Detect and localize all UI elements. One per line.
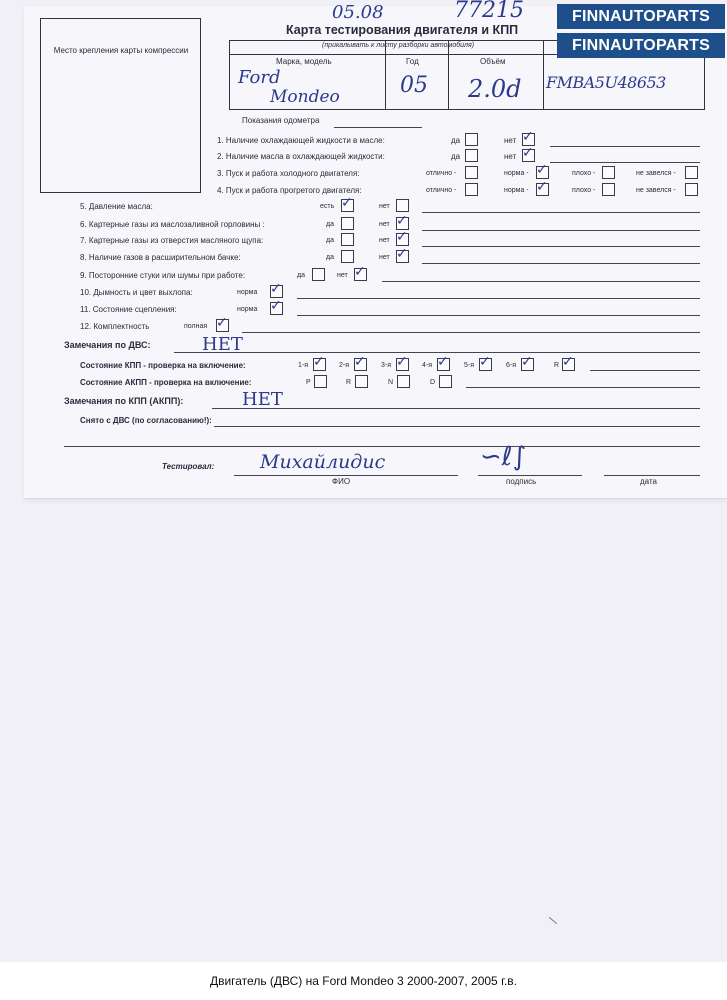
akpp-n-checkbox[interactable]	[397, 375, 410, 388]
scan-speck	[549, 917, 557, 924]
akpp-r-checkbox[interactable]	[355, 375, 368, 388]
q2-no-label: нет	[504, 152, 517, 161]
handwritten-remarks-gearbox: НЕТ	[242, 389, 283, 410]
watermark-line-2: FINNAUTOPARTS	[557, 33, 725, 58]
q1-no-label: нет	[504, 136, 517, 145]
handwritten-make: Ford	[238, 67, 281, 88]
check-mark-icon: ✓	[354, 264, 366, 280]
check-mark-icon: ✓	[536, 179, 548, 195]
date-label: дата	[640, 477, 657, 486]
q8-label: 8. Наличие газов в расширительном бачке:	[80, 253, 241, 262]
handwritten-volume: 2.0d	[468, 75, 522, 103]
gear6-label: 6-я	[506, 362, 517, 369]
q6-yes-label: да	[326, 221, 334, 228]
q8-yes-checkbox[interactable]	[341, 250, 354, 263]
q7-yes-label: да	[326, 237, 334, 244]
akpp-r-label: R	[346, 379, 352, 386]
q9-label: 9. Посторонние стуки или шумы при работе:	[80, 271, 246, 280]
akpp-p-label: P	[306, 379, 311, 386]
check-mark-icon: ✓	[270, 298, 282, 314]
check-mark-icon: ✓	[341, 195, 353, 211]
col-volume-header: Объём	[480, 57, 506, 66]
q7-label: 7. Картерные газы из отверстия масляного щупа:	[80, 236, 264, 245]
check-mark-icon: ✓	[354, 354, 366, 370]
q12-full-label: полная	[184, 323, 208, 330]
product-caption: Двигатель (ДВС) на Ford Mondeo 3 2000-2007, 2005 г.в.	[0, 962, 727, 1000]
q7-yes-checkbox[interactable]	[341, 233, 354, 246]
q4-bad-label: плохо -	[572, 187, 596, 194]
q1-yes-checkbox[interactable]	[465, 133, 478, 146]
check-mark-icon: ✓	[313, 354, 325, 370]
compression-card-box	[40, 18, 201, 193]
q3-excellent-label: отлично -	[426, 170, 457, 177]
col-year-header: Год	[406, 57, 419, 66]
gear1-label: 1-я	[298, 362, 309, 369]
handwritten-model: Mondeo	[270, 87, 340, 107]
kpp-label: Состояние КПП - проверка на включение:	[80, 361, 246, 370]
q2-yes-label: да	[451, 152, 461, 161]
akpp-label: Состояние АКПП - проверка на включение:	[80, 378, 252, 387]
q3-nostart-label: не завелся -	[636, 170, 676, 177]
check-mark-icon: ✓	[479, 354, 491, 370]
q3-bad-label: плохо -	[572, 170, 596, 177]
form-title: Карта тестирования двигателя и КПП	[286, 23, 519, 37]
q8-yes-label: да	[326, 254, 334, 261]
q3-bad-checkbox[interactable]	[602, 166, 615, 179]
watermark-line-1: FINNAUTOPARTS	[557, 4, 725, 29]
check-mark-icon: ✓	[396, 354, 408, 370]
handwritten-remarks-engine: НЕТ	[202, 334, 243, 355]
removed-label: Снято с ДВС (по согласованию!):	[80, 416, 212, 425]
q4-label: 4. Пуск и работа прогретого двигателя:	[217, 186, 362, 195]
check-mark-icon: ✓	[562, 354, 574, 370]
q2-yes-checkbox[interactable]	[465, 149, 478, 162]
check-mark-icon: ✓	[216, 315, 228, 331]
fio-label: ФИО	[332, 477, 351, 486]
q5-label: 5. Давление масла:	[80, 202, 153, 211]
q3-label: 3. Пуск и работа холодного двигателя:	[217, 169, 360, 178]
q9-yes-label: да	[297, 272, 305, 279]
akpp-p-checkbox[interactable]	[314, 375, 327, 388]
q1-label: 1. Наличие охлаждающей жидкости в масле:	[217, 136, 385, 145]
q4-nostart-checkbox[interactable]	[685, 183, 698, 196]
q12-label: 12. Комплектность	[80, 322, 150, 331]
q1-yes-label: да	[451, 136, 461, 145]
signature-label: подпись	[506, 477, 537, 486]
q9-no-label: нет	[337, 272, 348, 279]
q4-bad-checkbox[interactable]	[602, 183, 615, 196]
gear3-label: 3-я	[381, 362, 392, 369]
q4-excellent-checkbox[interactable]	[465, 183, 478, 196]
akpp-n-label: N	[388, 379, 394, 386]
gear5-label: 5-я	[464, 362, 475, 369]
remarks-engine-label: Замечания по ДВС:	[64, 340, 151, 350]
handwritten-vin: FMBA5U48653	[546, 73, 666, 92]
handwritten-number: 77215	[454, 0, 524, 23]
q11-label: 11. Состояние сцепления:	[80, 305, 177, 314]
q8-no-label: нет	[379, 254, 390, 261]
q4-excellent-label: отлично -	[426, 187, 457, 194]
check-mark-icon: ✓	[536, 162, 548, 178]
q6-yes-checkbox[interactable]	[341, 217, 354, 230]
q5-no-checkbox[interactable]	[396, 199, 409, 212]
q4-nostart-label: не завелся -	[636, 187, 676, 194]
akpp-d-checkbox[interactable]	[439, 375, 452, 388]
handwritten-tester-name: Михайлидис	[260, 451, 386, 473]
check-mark-icon: ✓	[396, 246, 408, 262]
q6-label: 6. Картерные газы из маслозаливной горловины :	[80, 220, 265, 229]
tested-label: Тестировал:	[162, 462, 215, 471]
handwritten-year: 05	[400, 73, 428, 98]
q5-no-label: нет	[379, 203, 390, 210]
gearR-label: R	[554, 362, 560, 369]
q3-nostart-checkbox[interactable]	[685, 166, 698, 179]
handwritten-date: 05.08	[332, 2, 384, 23]
q11-normal-label: норма	[237, 306, 258, 313]
check-mark-icon: ✓	[521, 354, 533, 370]
q3-excellent-checkbox[interactable]	[465, 166, 478, 179]
q5-present-label: есть	[320, 203, 335, 210]
compression-card-label: Место крепления карты компрессии	[53, 46, 189, 55]
q10-label: 10. Дымность и цвет выхлопа:	[80, 288, 193, 297]
akpp-d-label: D	[430, 379, 436, 386]
q10-normal-label: норма	[237, 289, 258, 296]
odometer-label: Показания одометра	[242, 116, 320, 125]
check-mark-icon: ✓	[270, 281, 282, 297]
check-mark-icon: ✓	[522, 129, 534, 145]
attach-note: (прикалывать к листу разборки автомобиля)	[322, 42, 475, 49]
q2-label: 2. Наличие масла в охлаждающей жидкости:	[217, 152, 385, 161]
q9-yes-checkbox[interactable]	[312, 268, 325, 281]
check-mark-icon: ✓	[522, 145, 534, 161]
remarks-gearbox-label: Замечания по КПП (АКПП):	[64, 396, 184, 406]
signature-scribble: ∽ℓ∫	[480, 442, 527, 472]
test-card-sheet	[24, 0, 727, 499]
check-mark-icon: ✓	[437, 354, 449, 370]
check-mark-icon: ✓	[396, 229, 408, 245]
q4-normal-label: норма -	[504, 187, 529, 194]
q7-no-label: нет	[379, 237, 390, 244]
gear2-label: 2-я	[339, 362, 350, 369]
q6-no-label: нет	[379, 221, 390, 228]
check-mark-icon: ✓	[396, 213, 408, 229]
col-make-header: Марка, модель	[276, 57, 332, 66]
q3-normal-label: норма -	[504, 170, 529, 177]
gear4-label: 4-я	[422, 362, 433, 369]
